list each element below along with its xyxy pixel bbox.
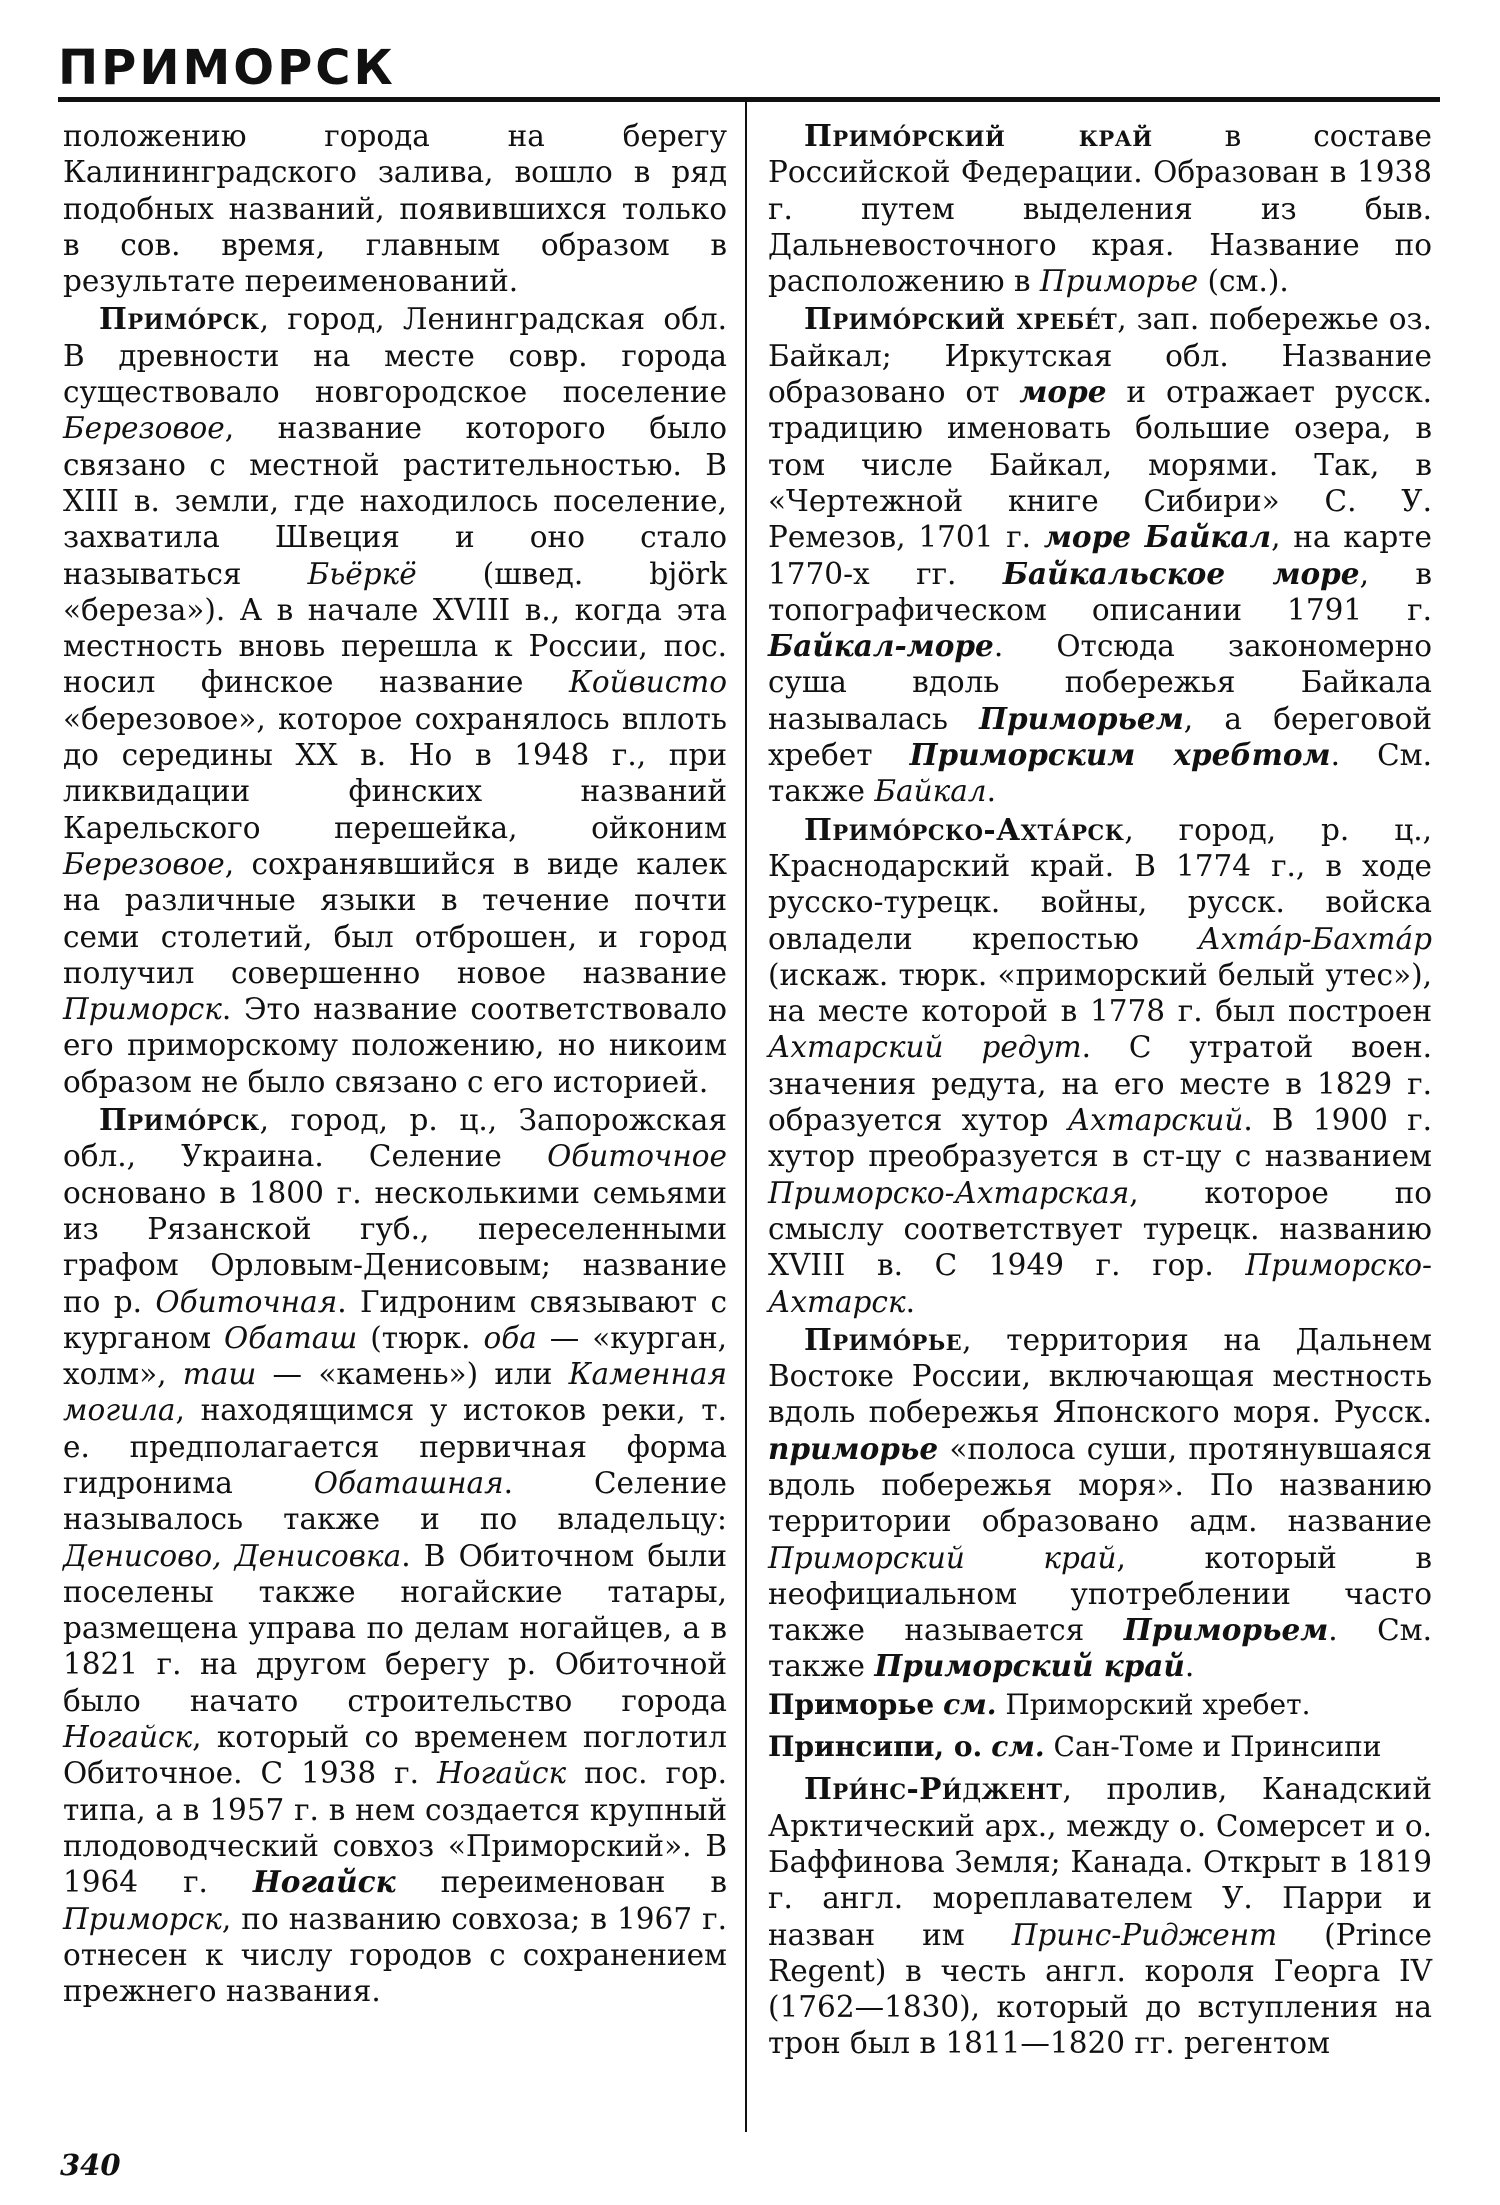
entry-headword: Примо́рский край [804,118,1153,153]
entry-headword: Примо́рск [99,1102,260,1138]
header-rule [58,97,1440,102]
column-divider [745,102,747,2132]
left-column [63,118,727,2011]
entry-headword: Примо́рский хребе́т [804,301,1118,337]
entry-headword: Примо́рско-Ахта́рск [804,811,1125,847]
entry-headword: При́нс-Ри́джент [804,1771,1063,1807]
running-header [58,40,1440,96]
cross-reference-principe: Принсипи, о. см. Сан-Томе и Принсипи [768,1730,1382,1764]
entry-primorsk-zaporozhye: Примо́рск, город, р. ц., Запорожская обл., Украина. Селение Обиточное основано в 1800 г. несколькими семьями из Рязанской губ., переселенными графом Орловым-Денисовым; название по р. Обиточная. Гидроним связывают с курганом Обаташ (тюрк. оба — «курган, холм», таш — «камень») или Каменная могила, находящимся у истоков реки, т. е. предполагается первичная форма гидронима Обаташная. Селение называлось также и по владельцу: Денисово, Денисовка. В Обиточном были поселены также ногайские татары, размещена управа по делам ногайцев, а в 1821 г. на другом берегу р. Обиточной было начато строительство города Ногайск, который со временем поглотил Обиточное. С 1938 г. Ногайск пос. гор. типа, а в 1957 г. в нем создается крупный плодоводческий совхоз «Приморский». В 1964 г. Ногайск переименован в Приморск, по названию совхоза; в 1967 г. отнесен к числу городов с сохранением прежнего названия. [63,1102,728,2009]
cross-reference-primorye: Приморье см. Приморский хребет. [768,1687,1311,1721]
page-number: 340 [60,2148,121,2182]
entry-primorsk-leningrad: Примо́рск, город, Ленинградская обл. В древности на месте совр. города существовало новгородское поселение Березовое, название которого было связано с местной растительностью. В XIII в. земли, где находилось поселение, захватила Швеция и оно стало называться Бьёркё (швед. björk «береза»). А в начале XVIII в., когда эта местность вновь перешла к России, пос. носил финское название Койвисто «березовое», которое сохранялось вплоть до середины XX в. Но в 1948 г., при ликвидации финских названий Карельского перешейка, ойконим Березовое, сохранявшийся в виде калек на различные языки в течение почти семи столетий, был отброшен, и город получил совершенно новое название Приморск. Это название соответствовало его приморскому положению, но никоим образом не было связано с его историей. [63,301,727,1099]
entry-headword: Примо́рье [804,1321,963,1357]
entry-primorsky-krai: Примо́рский край в составе Российской Федерации. Образован в 1938 г. путем выделения из быв. Дальневосточного края. Название по расположению в Приморье (см.). [768,118,1432,299]
right-column [768,118,1432,2064]
entry-continuation: положению города на берегу Калининградского залива, вошло в ряд подобных названий, появившихся только в сов. время, главным образом в результате переименований. [63,119,727,299]
entry-primorsky-khrebet: Примо́рский хребе́т, зап. побережье оз. Байкал; Иркутская обл. Название образовано от море и отражает русск. традицию именовать большие озера, в том числе Байкал, морями. Так, в «Чертежной книге Сибири» С. У. Ремезов, 1701 г. море Байкал, на карте 1770-х гг. Байкальское море, в топографическом описании 1791 г. Байкал-море. Отсюда закономерно суша вдоль побережья Байкала называлась Приморьем, а береговой хребет Приморским хребтом. См. также Байкал. [768,301,1433,809]
entry-primorsko-akhtarsk: Примо́рско-Ахта́рск, город, р. ц., Краснодарский край. В 1774 г., в ходе русско-турецк. войны, русск. войска овладели крепостью Ахта́р-Бахта́р (искаж. тюрк. «приморский белый утес»), на месте которой в 1778 г. был построен Ахтарский редут. С утратой воен. значения редута, на его месте в 1829 г. образуется хутор Ахтарский. В 1900 г. хутор преобразуется в ст-цу с названием Приморско-Ахтарская, которое по смыслу соответствует турецк. названию XVIII в. С 1949 г. гор. Приморско-Ахтарск. [768,811,1433,1319]
page-title: ПРИМОРСК [58,40,396,96]
entry-headword: Примо́рск [99,301,260,337]
entry-primorye: Примо́рье, территория на Дальнем Востоке России, включающая местность вдоль побережья Японского моря. Русск. приморье «полоса суши, протянувшаяся вдоль побережья моря». По названию территории образовано адм. название Приморский край, который в неофициальном употреблении часто также называется Приморьем. См. также Приморский край. [768,1321,1432,1684]
entry-prince-regent: При́нс-Ри́джент, пролив, Канадский Арктический арх., между о. Сомерсет и о. Баффинова Земля; Канада. Открыт в 1819 г. англ. мореплавателем У. Парри и назван им Принс-Риджент (Prince Regent) в честь англ. короля Георга IV (1762—1830), который до вступления на трон был в 1811—1820 гг. регентом [768,1771,1432,2061]
